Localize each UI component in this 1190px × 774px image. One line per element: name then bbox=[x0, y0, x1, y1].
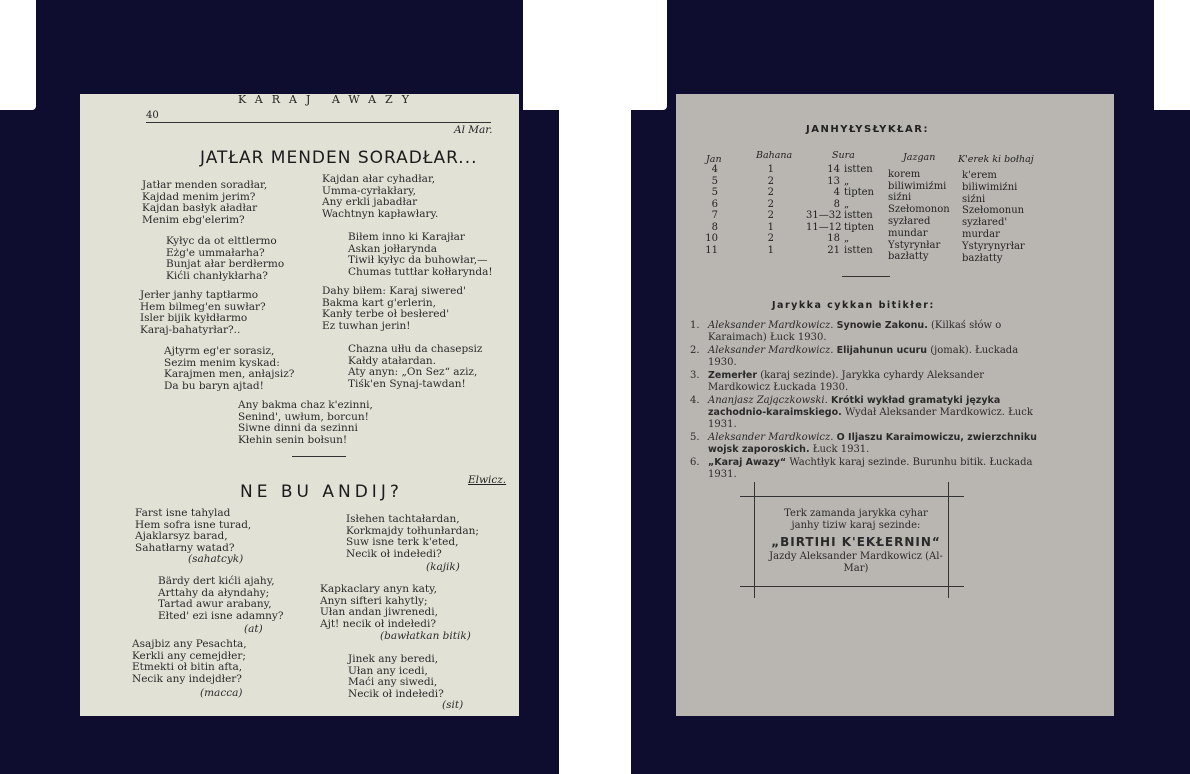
poem-stanza: Kyłyc da ot elttlermo Eżg'e ummałarha? Bunjat ałar berdłermo Kićli chanłykłarha? bbox=[166, 235, 285, 282]
table-cell: 1 bbox=[767, 221, 774, 233]
list-item: 4. Ananjasz Zajączkowski. Krótki wykład gramatyki języka zachodnio-karaimskiego. Wydał Aleksander Mardkowicz. Łuck 1931. bbox=[690, 395, 1033, 430]
errata-title: JANHYŁYSŁYKŁAR: bbox=[806, 124, 929, 135]
table-cell: 2 bbox=[767, 210, 774, 221]
table-cell: 4 bbox=[711, 164, 718, 175]
table-cell: Ystyrynłar bbox=[888, 239, 941, 251]
table-header: K'erek ki bołhaj bbox=[958, 154, 1034, 165]
author-signature: Elwicz. bbox=[468, 474, 507, 486]
table-cell: tipten bbox=[844, 187, 874, 198]
table-cell: biliwimiźni bbox=[962, 181, 1018, 193]
ad-line: Terk zamanda jarykka cyhar bbox=[784, 508, 928, 519]
frame-notch bbox=[631, 0, 667, 110]
riddle-text: Isłehen tachtałardan, Korkmajdy tołhunłardan; Suw isne terk k'eted, Necik oł indełedi? bbox=[346, 513, 479, 560]
table-cell: istten bbox=[844, 244, 873, 256]
box-line bbox=[740, 586, 964, 587]
frame-notch bbox=[523, 0, 559, 110]
table-cell: 31—32 bbox=[806, 210, 842, 221]
table-cell: 11—12 bbox=[806, 221, 842, 233]
table-header: Jan bbox=[706, 154, 722, 165]
riddle-text: Asajbiz any Pesachta, Kerkli any cemejdłer; Etmekti oł bitin afta, Necik any indejdłer? bbox=[132, 638, 247, 685]
author-signature: Al Mar. bbox=[454, 124, 493, 136]
table-cell: Ystyrynyrłar bbox=[962, 240, 1025, 252]
center-gap bbox=[559, 0, 631, 774]
table-cell: 14 bbox=[827, 164, 840, 175]
table-cell: tipten bbox=[844, 221, 874, 233]
books-list bbox=[690, 320, 1042, 482]
table-cell: „ bbox=[844, 233, 850, 244]
table-cell: k'erem bbox=[962, 170, 997, 181]
poem-title: JATŁAR MENDEN SORADŁAR... bbox=[200, 148, 478, 168]
table-cell: 5 bbox=[711, 175, 718, 187]
poem-stanza: Jerłer janhy taptłarmo Hem bilmeg'en suwłar? Isler bijik kyłdłarmo Karaj-bahatyrłar?.. bbox=[140, 289, 266, 336]
table-header: Jazgan bbox=[903, 152, 936, 163]
table-cell: bazłatty bbox=[962, 252, 1003, 264]
table-cell: bazłatty bbox=[888, 251, 929, 263]
ad-title: „BIRTIHI K'EKŁERNIN“ bbox=[771, 535, 941, 549]
table-cell: siźni bbox=[888, 192, 912, 204]
table-cell: siźni bbox=[962, 193, 986, 205]
poem-stanza: Kajdan ałar cyhadłar, Umma-cyrłakłary, Any erkli jabadłar Wachtnyn kapławłary. bbox=[322, 173, 439, 220]
table-cell: korem bbox=[888, 168, 921, 180]
table-cell: mundar bbox=[888, 227, 928, 239]
table-cell: murdar bbox=[962, 229, 1000, 240]
riddle-answer: (sit) bbox=[442, 699, 464, 711]
advertisement-text bbox=[766, 508, 946, 575]
riddle-text: Farst isne tahylad Hem sofra isne turad, Ajaklarsyz barad, Sahatłarny watad? bbox=[135, 507, 252, 554]
table-cell: 2 bbox=[767, 187, 774, 198]
list-item: 2. Aleksander Mardkowicz. Elijahunun ucuru (jomak). Łuckada 1930. bbox=[690, 345, 1019, 368]
ad-line: Jazdy Aleksander Mardkowicz (Al-Mar) bbox=[769, 551, 943, 574]
table-cell: 2 bbox=[767, 198, 774, 210]
frame-notch bbox=[1154, 0, 1190, 110]
table-cell: 11 bbox=[705, 244, 718, 256]
list-item: 5. Aleksander Mardkowicz. O Iljaszu Karaimowiczu, zwierzchniku wojsk zaporoskich. Łuck 1931. bbox=[690, 432, 1037, 455]
table-cell: biliwimiźmi bbox=[888, 180, 947, 192]
table-cell: 13 bbox=[827, 175, 840, 187]
riddle-text: Jinek any beredi, Ułan any icedi, Maći any siwedi, Necik oł indełedi? bbox=[348, 653, 444, 700]
table-cell: 5 bbox=[711, 187, 718, 198]
table-cell: 18 bbox=[827, 233, 840, 244]
poem-stanza: Chazna ułłu da chasepsiz Kałdy atałardan. Aty anyn: „On Sez“ aziz, Tiśk'en Synaj-tawdan! bbox=[348, 343, 483, 390]
page-number: 40 bbox=[146, 110, 159, 121]
table-cell: 1 bbox=[767, 244, 774, 256]
section-divider bbox=[292, 456, 346, 457]
table-cell: 8 bbox=[833, 198, 840, 210]
table-cell: istten bbox=[844, 164, 873, 175]
table-cell: syzłared' bbox=[962, 217, 1008, 229]
table-cell: Szełomonun bbox=[962, 205, 1025, 217]
riddle-text: Bärdy dert kićli ajahy, Arttahy da ałyndahy; Tartad awur arabany, Ełted' ezi isne adamny? bbox=[158, 575, 284, 622]
table-cell: 2 bbox=[767, 175, 774, 187]
poem-stanza: Any bakma chaz k'ezinni, Senind', uwłum, borcun! Siwne dinni da sezinni Kłehin senin bołsun! bbox=[238, 399, 373, 446]
poem-stanza: Biłem inno ki Karajłar Askan jołłarynda Tiwił kyłyc da buhowłar,— Chumas tuttłar kołłarynda! bbox=[348, 231, 493, 278]
table-cell: 2 bbox=[767, 233, 774, 244]
riddle-answer: (bawłatkan bitik) bbox=[380, 630, 471, 642]
table-cell: istten bbox=[844, 210, 873, 221]
table-header: Bahana bbox=[756, 150, 793, 161]
list-item: 6. „Karaj Awazy“ Wachtłyk karaj sezinde. Burunhu bitik. Łuckada 1931. bbox=[690, 457, 1033, 481]
riddle-text: Kapkaclary anyn katy, Anyn sifteri kahytly; Ułan andan jiwrenedi, Ajt! necik oł indełedi? bbox=[320, 583, 438, 630]
list-item: 3. Zemerłer (karaj sezinde). Jarykka cyhardy Aleksander Mardkowicz Łuckada 1930. bbox=[690, 370, 985, 393]
box-line bbox=[754, 482, 755, 598]
table-cell: 8 bbox=[711, 221, 718, 233]
header-rule bbox=[146, 122, 491, 123]
table-cell: Szełomonon bbox=[888, 204, 950, 216]
left-page bbox=[80, 94, 519, 716]
riddle-answer: (sahatcyk) bbox=[188, 553, 244, 565]
riddle-answer: (at) bbox=[244, 623, 263, 635]
table-cell: 21 bbox=[827, 244, 840, 256]
poem-title: NE BU ANDIJ? bbox=[240, 482, 403, 502]
poem-stanza: Jatłar menden soradłar, Kajdad menim jerim? Kajdan basłyk aładłar Menim ebg'elerim? bbox=[142, 179, 268, 226]
table-header: Sura bbox=[832, 150, 855, 161]
list-item: 1. Aleksander Mardkowicz. Synowie Zakonu. (Kilkaś słów o Karaimach) Łuck 1930. bbox=[690, 320, 1002, 343]
table-cell: 1 bbox=[767, 164, 774, 175]
frame-notch bbox=[0, 0, 36, 110]
poem-stanza: Dahy biłem: Karaj siwered' Bakma kart g'erlerin, Kanły terbe oł besłered' Ez tuwhan jerin! bbox=[322, 285, 467, 332]
section-divider bbox=[842, 276, 890, 277]
table-cell: syzłared bbox=[888, 216, 931, 227]
books-title: Jarykka cykkan bitikłer: bbox=[772, 300, 935, 311]
advertisement-box bbox=[740, 482, 964, 598]
table-cell: 4 bbox=[833, 187, 840, 198]
box-line bbox=[740, 496, 964, 497]
poem-stanza: Ajtyrm eg'er sorasiz, Sezim menim kyskad: Karajmen men, anłajsiz? Da bu baryn ajtad! bbox=[164, 345, 295, 392]
running-head: KARAJ AWAZY bbox=[238, 94, 418, 106]
table-cell: 10 bbox=[705, 233, 718, 244]
box-line bbox=[948, 482, 949, 598]
ad-line: janhy tiziw karaj sezinde: bbox=[791, 520, 921, 531]
table-cell: „ bbox=[844, 175, 850, 187]
riddle-answer: (kajik) bbox=[426, 561, 460, 573]
riddle-answer: (macca) bbox=[200, 687, 243, 699]
table-cell: 6 bbox=[711, 198, 718, 210]
table-cell: „ bbox=[844, 198, 850, 210]
right-page bbox=[676, 94, 1114, 716]
table-cell: 7 bbox=[711, 210, 718, 221]
